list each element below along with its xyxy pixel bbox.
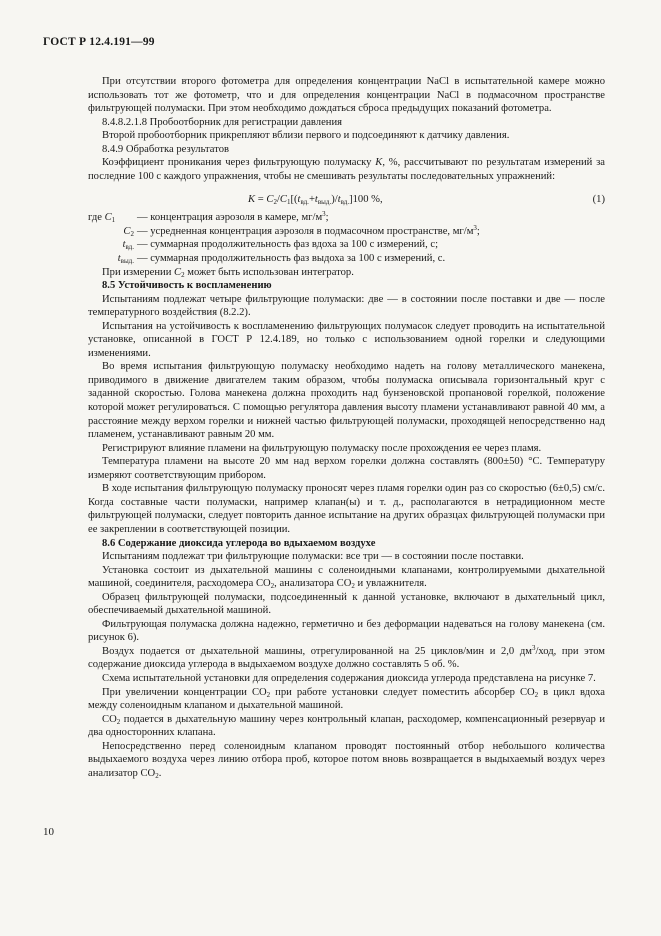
paragraph: При измерении $C_2$ может быть использован интегратор.: [102, 266, 354, 279]
paragraph: Образец фильтрующей полумаски, подсоединенный к данной установке, включают в дыхательный цикл, обеспечиваемый дыхательной машиной.: [88, 591, 605, 617]
legend-row: $C_2$ — усредненная концентрация аэрозоля в подмасочном пространстве, $мг/м^3$;: [123, 223, 480, 238]
paragraph: Регистрируют влияние пламени на фильтрующую полумаску после прохождения ее через пламя.: [102, 442, 542, 454]
page-content: [88, 75, 605, 780]
paragraph: $СО_2$ подается в дыхательную машину через контрольный клапан, расходомер, компенсационный резервуар и два односторонних клапана.: [88, 713, 605, 739]
paragraph: Установка состоит из дыхательной машины с соленоидными клапанами, контролируемыми дыхательной машиной, соединителя, расходомера $СО_2$, анализатора $СО_2$ и увлажнителя.: [88, 564, 605, 591]
legend-row: где $C_1$ — концентрация аэрозоля в камере, $мг/м^3$;: [88, 210, 329, 225]
subsection-title: 8.4.9 Обработка результатов: [102, 143, 229, 155]
section-heading: 8.6 Содержание диоксида углерода во вдыхаемом воздухе: [102, 537, 376, 549]
paragraph: Коэффициент проникания через фильтрующую полумаску K, %, рассчитывают по результатам измерений за последние 100 с каждого упражнения, чтобы не смешивать результаты последовательных упражнений:: [88, 157, 605, 182]
section-heading: 8.5 Устойчивость к воспламенению: [102, 280, 272, 292]
paragraph: Температура пламени на высоте 20 мм над верхом горелки должна составлять (800±50) °С. Температуру измеряют соответствующим прибором.: [88, 456, 605, 481]
formula-expression: $K = C_2/C_1[(t_{вд.}+t_{выд.})/t_{вд.}]100$ %,: [248, 194, 383, 207]
page-header: ГОСТ Р 12.4.191—99: [43, 36, 155, 48]
subsection-title: 8.4.8.2.1.8 Пробоотборник для регистрации давления: [102, 116, 342, 128]
paragraph: Непосредственно перед соленоидным клапаном проводят постоянный отбор небольшого количества выдыхаемого воздуха через линию отбора проб, которое потом вновь возвращается в выдыхаемый воздух через анализатор $СО_2$.: [88, 740, 605, 780]
paragraph: Воздух подается от дыхательной машины, отрегулированной на 25 циклов/мин и 2,0 $дм^3$/ход, при этом содержание диоксида углерода в выдыхаемом воздухе должно составлять 5 об. %.: [88, 643, 605, 671]
paragraph: Испытаниям подлежат четыре фильтрующие полумаски: две — в состоянии после поставки и две — после температурного воздействия (8.2.2).: [88, 293, 605, 319]
paragraph: Испытаниям подлежат три фильтрующие полумаски: все три — в состоянии после поставки.: [102, 551, 524, 563]
paragraph: Испытания на устойчивость к воспламенению фильтрующих полумасок следует проводить на испытательной установке, описанной в ГОСТ Р 12.4.189, но только с использованием одной горелки и следующими изменениями.: [88, 320, 605, 359]
paragraph: При увеличении концентрации $СО_2$ при работе установки следует поместить абсорбер $СО_2$ в цикл вдоха между соленоидным клапаном и дыхательной машиной.: [88, 686, 605, 712]
legend-row: $t_{вд.}$ — суммарная продолжительность фаз вдоха за 100 с измерений, с;: [122, 239, 439, 252]
paragraph: В ходе испытания фильтрующую полумаску проносят через пламя горелки один раз со скоростью (6±0,5) см/с. Когда составные части полумаски, например клапан(ы) и т. д., располагаются в нетрадиционном месте фильтрующей полумаски, следует повторить данное испытание на других образцах фильтрующей полумаски при ее закреплении в соответствующей позиции.: [88, 483, 605, 535]
formula-1: [88, 185, 605, 211]
page-number: 10: [43, 826, 54, 838]
formula-number: (1): [592, 194, 605, 206]
paragraph: Фильтрующая полумаска должна надежно, герметично и без деформации надеваться на голову манекена (см. рисунок 6).: [88, 618, 605, 644]
paragraph: При отсутствии второго фотометра для определения концентрации NaCl в испытательной камере можно использовать тот же фотометр, что и для определения концентрации NaCl в подмасочном пространстве фильтрующей полумаски. При этом необходимо дождаться сброса предыдущих показаний фотометра.: [88, 76, 605, 115]
paragraph: Схема испытательной установки для определения содержания диоксида углерода представлена на рисунке 7.: [102, 672, 596, 684]
formula-legend: [88, 211, 605, 265]
paragraph: Во время испытания фильтрующую полумаску необходимо надеть на голову металлического манекена, приводимого в движение двигателем таким образом, чтобы полумаска описывала горизонтальный круг с заданной скоростью. Голова манекена должна проходить над бунзеновской пропановой горелкой, положение которой может регулироваться. С помощью регулятора давления высоту пламени устанавливают равной 40 мм, а расстояние между верхом горелки и нижней частью фильтрующей полумаски, проходящей непосредственно над пламенем, устанавливают равным 20 мм.: [88, 361, 605, 441]
legend-row: $t_{выд.}$ — суммарная продолжительность фаз выдоха за 100 с измерений, с.: [117, 253, 446, 266]
paragraph: Второй пробоотборник прикрепляют вблизи первого и подсоединяют к датчику давления.: [102, 130, 510, 142]
